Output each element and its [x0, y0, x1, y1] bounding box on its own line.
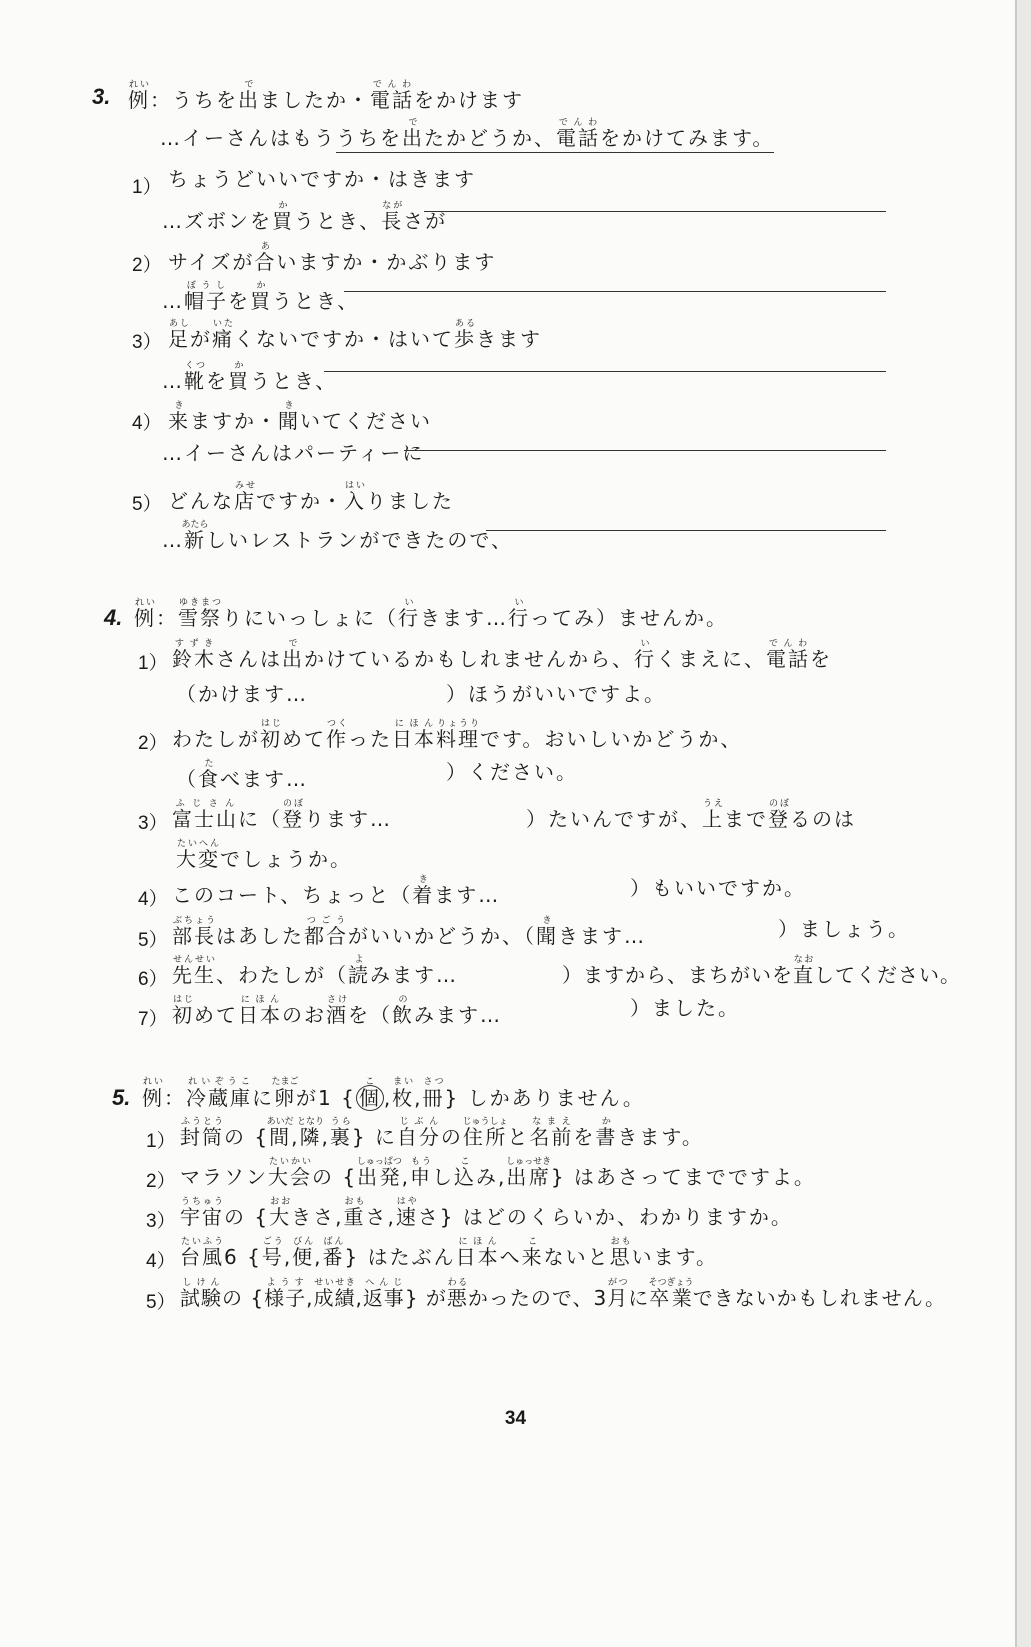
item-label: 2）: [138, 733, 168, 754]
item-label: 5）: [132, 494, 162, 515]
section-number: 3.: [92, 84, 111, 109]
answer-blank[interactable]: [486, 530, 886, 531]
answer-blank[interactable]: [424, 211, 886, 212]
item-label: 6）: [138, 969, 168, 990]
item-sentence: 部長ぶちょうはあした都合つごうがいいかどうか、（聞ききます…: [172, 916, 646, 948]
item-sentence: わたしが初はじめて作つくった日本にほん料理りょうりです。おいしいかどうか、: [172, 719, 743, 751]
example-question: 例れい：雪祭ゆきまつりにいっしょに（行いきます…行いってみ）ませんか。: [134, 598, 728, 630]
page-number: 34: [504, 1408, 527, 1429]
item-label: 1）: [146, 1131, 176, 1152]
answer-blank[interactable]: [344, 291, 886, 292]
item-question: 来きますか・聞きいてください: [168, 401, 432, 433]
item-label: 5）: [146, 1292, 176, 1313]
item-answer-lead: …イーさんはパーティーに: [162, 441, 425, 465]
item-sentence: 試験しけんの {様子ようす,成績せいせき,返事へんじ} が悪わるかったので、3月がつに卒業そつぎょうできないかもしれません。: [180, 1278, 946, 1310]
item-label: 7）: [138, 1009, 168, 1030]
item-question: 足あしが痛いたくないですか・はいて歩あるきます: [168, 319, 542, 351]
item-sentence: 封筒ふうとうの {間あいだ,隣となり,裏うら} に自分じぶんの住所じゅうしょと名前なまえを書かきます。: [180, 1117, 704, 1149]
item-label: 3）: [146, 1211, 176, 1232]
item-question: どんな店みせですか・入はいりました: [168, 481, 454, 513]
item-sentence: 鈴木すずきさんは出でかけているかもしれませんから、行いくまえに、電話でんわを: [172, 639, 832, 671]
example-question: 例れい：うちを出でましたか・電話でんわをかけます: [128, 80, 524, 112]
section-number: 4.: [104, 605, 123, 630]
item-label: 4）: [146, 1251, 176, 1272]
item-sentence: マラソン大会たいかいの {出発しゅっぱつ,申もうし込こみ,出席しゅっせき} はあさってまでですよ。: [180, 1157, 816, 1189]
answer-blank[interactable]: [404, 450, 886, 451]
item-sentence-rest: ）もいいですか。: [630, 876, 806, 900]
item-paren-close: ）ほうがいいですよ。: [446, 682, 666, 706]
example-question: 例れい：冷蔵庫れいぞうこに卵たまごが1 { 個こ,枚まい,冊さつ} しかありません。: [142, 1077, 645, 1110]
item-sentence-rest: ）たいんですが、上うえまで登のぼるのは: [526, 799, 856, 831]
item-label: 5）: [138, 930, 168, 951]
answer-blank[interactable]: [324, 371, 886, 372]
item-sentence: 初はじめて日本にほんのお酒さけを（飲のみます…: [172, 995, 502, 1027]
item-continuation: 大変たいへんでしょうか。: [176, 839, 352, 871]
item-paren-close: ）ください。: [446, 760, 578, 784]
item-answer-lead: …ズボンを買かうとき、長ながさが: [162, 201, 448, 233]
item-question: ちょうどいいですか・はきます: [168, 167, 476, 191]
item-sentence: 富士山ふじさんに（登のぼります…: [172, 799, 392, 831]
item-label: 1）: [132, 177, 162, 198]
item-label: 3）: [138, 813, 168, 834]
item-sentence: 宇宙うちゅうの {大おおきさ,重おもさ,速はやさ} はどのくらいか、わかりますか。: [180, 1197, 793, 1229]
item-answer-lead: …新あたらしいレストランができたので、: [162, 520, 513, 552]
section-number: 5.: [112, 1085, 131, 1110]
item-paren-open: （かけます…: [176, 682, 308, 706]
example-answer: …イーさんはもううちを出でたかどうか、電話でんわをかけてみます。: [160, 118, 774, 151]
item-sentence-rest: ）ましょう。: [778, 917, 910, 941]
item-sentence: このコート、ちょっと（着きます…: [172, 875, 501, 907]
item-paren-open: （食たべます…: [176, 759, 308, 791]
item-sentence: 先生せんせい、わたしが（読よみます…: [172, 955, 458, 987]
underlined-answer: うちを出でたかどうか、電話でんわをかけてみます。: [336, 126, 774, 153]
item-sentence-rest: ）ますから、まちがいを直なおしてください。: [562, 955, 961, 987]
item-label: 2）: [146, 1171, 176, 1192]
item-label: 2）: [132, 255, 162, 276]
circled-answer: 個: [356, 1085, 384, 1111]
item-sentence-rest: ）ました。: [630, 996, 740, 1020]
page-edge: [1015, 0, 1031, 1647]
item-sentence: 台風たいふう6 {号ごう,便びん,番ばん} はたぶん日本にほんへ来こないと思おもいます。: [180, 1237, 719, 1269]
item-label: 1）: [138, 653, 168, 674]
item-label: 4）: [132, 413, 162, 434]
item-label: 3）: [132, 332, 162, 353]
item-question: サイズが合あいますか・かぶります: [168, 242, 497, 274]
item-answer-lead: …靴くつを買かうとき、: [162, 361, 338, 393]
item-label: 4）: [138, 889, 168, 910]
item-answer-lead: …帽子ぼうしを買かうとき、: [162, 281, 360, 313]
